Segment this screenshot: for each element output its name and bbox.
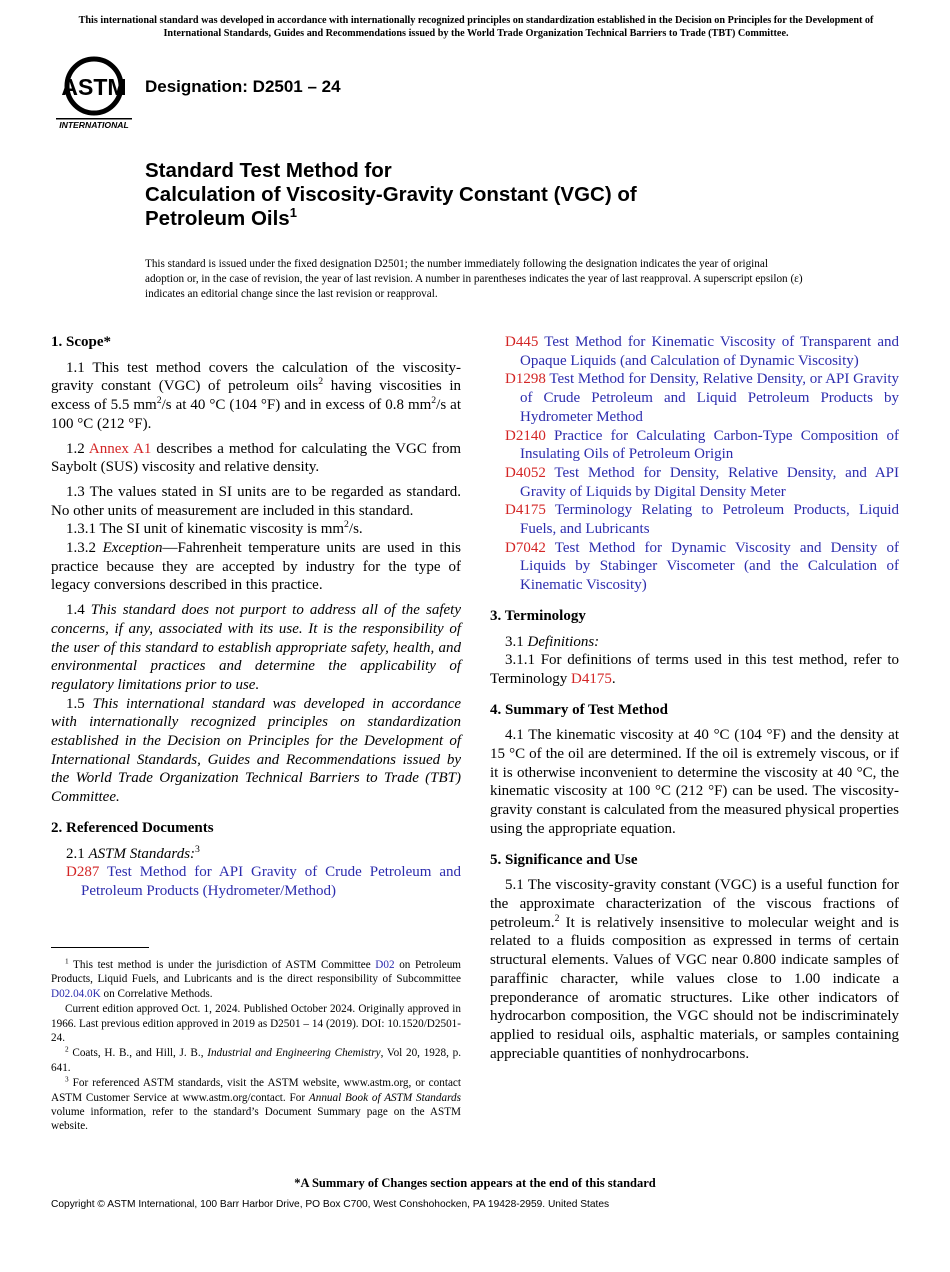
para-1-3: 1.3 The values stated in SI units are to be regarded as standard. No other units of measurement are included in this standard. xyxy=(51,483,461,519)
para-1-3-2: 1.3.2 Exception—Fahrenheit temperature units are used in this practice because they are accepted by industry for the type of legacy conversions described in this practice. xyxy=(51,540,461,594)
para-1-4: 1.4 This standard does not purport to address all of the safety concerns, if any, associated with its use. It is the responsibility of the user of this standard to establish appropriate safety, health, and environmental practices and determine the applicability of regulatory limitations prior to use. xyxy=(51,602,461,693)
right-column xyxy=(490,333,899,1063)
copyright-line: Copyright © ASTM International, 100 Barr Harbor Drive, PO Box C700, West Conshohocken, PA 19428-2959. United States xyxy=(51,1199,610,1210)
footnotes xyxy=(51,958,461,1135)
astm-logo xyxy=(54,56,134,132)
ref-item-d2140[interactable]: D2140 Practice for Calculating Carbon-Type Composition of Insulating Oils of Petroleum Origin xyxy=(505,427,899,463)
para-1-1: 1.1 This test method covers the calculation of the viscosity-gravity constant (VGC) of petroleum oils$^2$ having viscosities in excess of 5.5 $mm^2/s$ at 40 °C (104 °F) and in excess of 0.8 $mm^2/s$ at 100 °C (212 °F). xyxy=(51,359,461,432)
section-heading-terminology: 3. Terminology xyxy=(490,607,586,624)
title-line-2: Calculation of Viscosity-Gravity Constant (VGC) of xyxy=(145,183,637,206)
para-5-1: 5.1 The viscosity-gravity constant (VGC) is a useful function for the approximate characterization of the viscous fractions of petroleum.$^2$ It is relatively insensitive to molecular weight and is related to a fluids composition as expressed in terms of certain structural elements. Values of VGC near 0.800 indicate samples of paraffinic character, while values close to 1.00 indicate a preponderance of aromatic structures. Like other indicators of hydrocarbon composition, the VGC should not be indiscriminately applied to residual oils, asphaltic materials, or samples containing appreciable quantities of nonhydrocarbons. xyxy=(490,877,899,1062)
astm-logo-subtext: INTERNATIONAL xyxy=(59,120,129,130)
ref-item-d445[interactable]: D445 Test Method for Kinematic Viscosity of Transparent and Opaque Liquids (and Calculation of Dynamic Viscosity) xyxy=(505,334,899,369)
astm-logo-text: ASTM xyxy=(61,74,127,100)
designation: Designation: D2501 – 24 xyxy=(145,77,341,96)
title-line-3: Petroleum Oils$^1$ xyxy=(145,205,297,230)
ref-item-d4052[interactable]: D4052 Test Method for Density, Relative Density, and API Gravity of Liquids by Digital Density Meter xyxy=(505,464,899,500)
footnote-1: $^1$ This test method is under the jurisdiction of ASTM Committee D02 on Petroleum Products, Liquid Fuels, and Lubricants and is the direct responsibility of Subcommittee D02.04.0K on Correlative Methods. xyxy=(51,957,461,1000)
ref-item-d4175[interactable]: D4175 Terminology Relating to Petroleum Products, Liquid Fuels, and Lubricants xyxy=(505,502,899,538)
footnote-3: $^3$ For referenced ASTM standards, visit the ASTM website, www.astm.org, or contact ASTM Customer Service at www.astm.org/contact. For Annual Book of ASTM Standards volume information, refer to the standard’s Document Summary page on the ASTM website. xyxy=(51,1075,461,1133)
wto-notice: This international standard was developed in accordance with internationally recognized principles on standardization established in the Decision on Principles for the Development of International Standards, Guides and Recommendations issued by the World Trade Organization Technical Barriers to Trade (TBT) Committee. xyxy=(78,15,874,39)
footnote-divider xyxy=(51,947,149,948)
para-3-1: 3.1 Definitions: xyxy=(505,633,600,650)
para-1-3-1: 1.3.1 The SI unit of kinematic viscosity is $mm^2/s$. xyxy=(66,519,363,538)
ref-item-d7042[interactable]: D7042 Test Method for Dynamic Viscosity and Density of Liquids by Stabinger Viscometer (and the Calculation of Kinematic Viscosity) xyxy=(505,539,899,594)
d02-04-0k-link[interactable]: D02.04.0K xyxy=(51,987,101,1000)
footnote-2: $^2$ Coats, H. B., and Hill, J. B., Industrial and Engineering Chemistry, Vol 20, 1928, p. 641. xyxy=(51,1045,461,1074)
para-2-1: 2.1 ASTM Standards:$^3$ xyxy=(66,843,200,862)
section-heading-summary-of-test-method: 4. Summary of Test Method xyxy=(490,701,668,718)
section-heading-scope: 1. Scope* xyxy=(51,334,111,350)
para-4-1: 4.1 The kinematic viscosity at 40 °C (104 °F) and the density at 15 °C of the oil are determined. If the oil is extremely viscous, or if it is otherwise inconvenient to determine the viscosity at 40 °C, the kinematic viscosity at 100 °C (212 °F) can be used. The viscosity-gravity constant is calculated from the measured physical properties using the appropriate equation. xyxy=(490,727,899,837)
para-1-2: 1.2 Annex A1 describes a method for calculating the VGC from Saybolt (SUS) viscosity and relative density. xyxy=(51,440,461,476)
ref-item-d287[interactable]: D287 Test Method for API Gravity of Crude Petroleum and Petroleum Products (Hydrometer/Method) xyxy=(66,864,461,899)
para-1-5: 1.5 This international standard was developed in accordance with internationally recognized principles on standardization established in the Decision on Principles for the Development of International Standards, Guides and Recommendations issued by the World Trade Organization Technical Barriers to Trade (TBT) Committee. xyxy=(51,695,462,806)
d02-link[interactable]: D02 xyxy=(375,959,395,971)
d4175-link[interactable]: D4175 xyxy=(571,670,612,687)
summary-of-changes-note: *A Summary of Changes section appears at the end of this standard xyxy=(294,1176,656,1190)
ref-item-d1298[interactable]: D1298 Test Method for Density, Relative Density, or API Gravity of Crude Petroleum and Liquid Petroleum Products by Hydrometer Method xyxy=(505,371,899,425)
issued-statement: This standard is issued under the fixed designation D2501; the number immediately following the designation indicates the year of original adoption or, in the case of revision, the year of last revision. A number in parentheses indicates the year of last reapproval. A superscript epsilon (ε) indicates an editorial change since the last revision or reapproval. xyxy=(145,258,803,300)
annex-a1-link[interactable]: Annex A1 xyxy=(88,440,152,457)
para-3-1-1: 3.1.1 For definitions of terms used in this test method, refer to Terminology D4175. xyxy=(490,652,899,687)
section-heading-referenced-documents: 2. Referenced Documents xyxy=(51,819,214,836)
section-heading-significance-and-use: 5. Significance and Use xyxy=(490,851,638,868)
document-title xyxy=(145,159,865,231)
footnote-edition: Current edition approved Oct. 1, 2024. Published October 2024. Originally approved in 1966. Last previous edition approved in 2019 as D2501 – 14 (2019). DOI: 10.1520/D2501-24. xyxy=(51,1003,461,1045)
left-column xyxy=(51,333,461,901)
title-footnote-mark: 1 xyxy=(289,205,297,221)
title-line-1: Standard Test Method for xyxy=(145,159,392,182)
